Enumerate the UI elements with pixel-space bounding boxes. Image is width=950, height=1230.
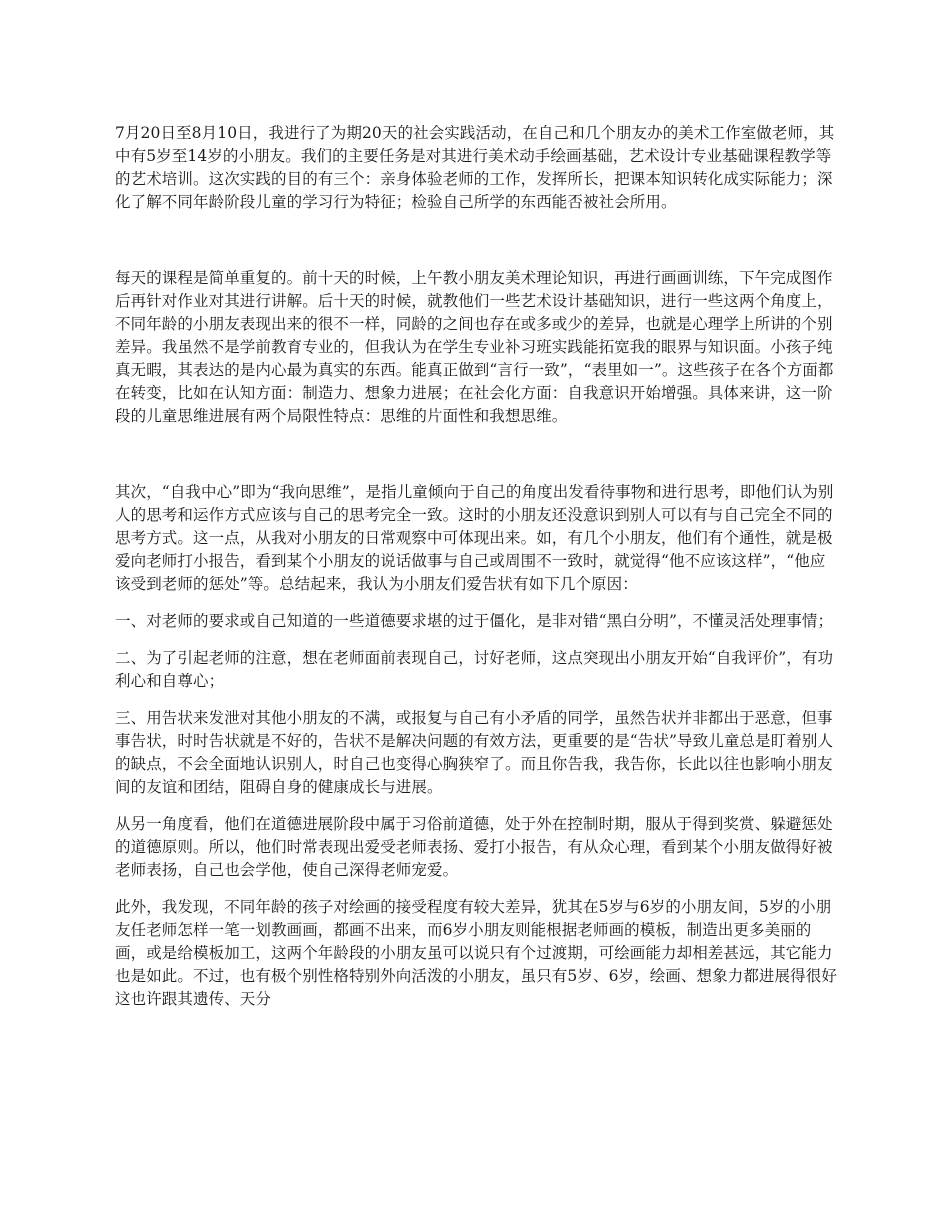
paragraph-age-difference: 此外，我发现，不同年龄的孩子对绘画的接受程度有较大差异，犹其在5岁与6岁的小朋友间，5岁的小朋友任老师怎样一笔一划教画画，都画不出来，而6岁小朋友则能根据老师画的模板，制造出更多美丽的画，或是给模板加工，这两个年龄段的小朋友虽可以说只有个过渡期，可绘画能力却相差甚远，其它能力也是如此。不过，也有极个别性格特别外向活泼的小朋友，虽只有5岁、6岁，绘画、想象力都进展得很好这也许跟其遗传、天分 — [115, 898, 837, 1008]
paragraph-reason-1: 一、对老师的要求或自己知道的一些道德要求堪的过于僵化，是非对错“黑白分明”，不懂灵活处理事情； — [115, 612, 834, 630]
paragraph-intro: 7月20日至8月10日，我进行了为期20天的社会实践活动，在自己和几个朋友办的美术工作室做老师，其中有5岁至14岁的小朋友。我们的主要任务是对其进行美术动手绘画基础，艺术设计专业基础课程教学等的艺术培训。这次实践的目的有三个：亲身体验老师的工作，发挥所长，把课本知识转化成实际能力；深化了解不同年龄阶段儿童的学习行为特征；检验自己所学的东西能否被社会所用。 — [115, 124, 835, 211]
document-body — [115, 122, 839, 1025]
paragraph-egocentric: 其次，“自我中心”即为“我向思维”，是指儿童倾向于自己的角度出发看待事物和进行思考，即他们认为别人的思考和运作方式应该与自己的思考完全一致。这时的小朋友还没意识到别人可以有与自己完全不同的思考方式。这一点，从我对小朋友的日常观察中可体现出来。如，有几个小朋友，他们有个通性，就是极爱向老师打小报告，看到某个小朋友的说话做事与自己或周围不一致时，就觉得“他不应该这样”，“他应该受到老师的惩处”等。总结起来，我认为小朋友们爱告状有如下几个原因： — [115, 483, 834, 593]
paragraph-daily-course: 每天的课程是简单重复的。前十天的时候，上午教小朋友美术理论知识，再进行画画训练，下午完成图作后再针对作业对其进行讲解。后十天的时候，就教他们一些艺术设计基础知识，进行一些这两个角度上，不同年龄的小朋友表现出来的很不一样，同龄的之间也存在或多或少的差异，也就是心理学上所讲的个别差异。我虽然不是学前教育专业的，但我认为在学生专业补习班实践能拓宽我的眼界与知识面。小孩子纯真无暇，其表达的是内心最为真实的东西。能真正做到“言行一致”，“表里如一”。这些孩子在各个方面都在转变，比如在认知方面：制造力、想象力进展；在社会化方面：自我意识开始增强。具体来讲，这一阶段的儿童思维进展有两个局限性特点：思维的片面性和我想思维。 — [115, 269, 834, 425]
paragraph-moral-stage: 从另一角度看，他们在道德进展阶段中属于习俗前道德，处于外在控制时期，服从于得到奖赏、躲避惩处的道德原则。所以，他们时常表现出爱受老师表扬、爱打小报告，有从众心理，看到某个小朋友做得好被老师表扬，自己也会学他，使自己深得老师宠爱。 — [115, 815, 833, 879]
paragraph-reason-2: 二、为了引起老师的注意，想在老师面前表现自己，讨好老师，这点突现出小朋友开始“自我评价”，有功利心和自尊心； — [115, 649, 834, 690]
paragraph-reason-3: 三、用告状来发泄对其他小朋友的不满，或报复与自己有小矛盾的同学，虽然告状并非都出于恶意，但事事告状，时时告状就是不好的，告状不是解决问题的有效方法，更重要的是“告状”导致儿童总是盯着别人的缺点，不会全面地认识别人，时自己也变得心胸狭窄了。而且你告我，我告你，长此以往也影响小朋友间的友谊和团结，阻碍自身的健康成长与进展。 — [115, 709, 834, 796]
